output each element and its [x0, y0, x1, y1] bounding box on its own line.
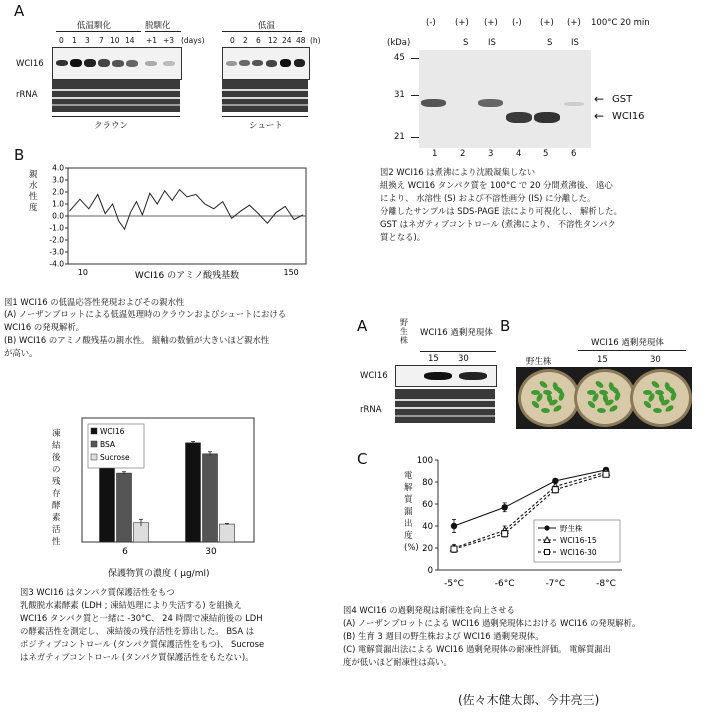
x-tick-label: 30 — [205, 547, 217, 557]
fig2-caption-line: GST はネガティブコントロール (煮沸により、 不溶性タンパク — [380, 219, 616, 229]
series-line-0 — [454, 470, 606, 526]
fig1-caption-line: WCI16 の発現解析。 — [4, 322, 85, 332]
fig3-caption-line: の酵素活性を測定し、 凍結後の残存活性を算出した。 BSA は — [20, 626, 255, 636]
y-tick-label: 20 — [422, 544, 433, 554]
day-label: +1 — [146, 36, 158, 45]
fraction-label: S — [547, 38, 553, 48]
bar-wci16 — [100, 463, 115, 542]
underline-crown — [52, 116, 180, 117]
legend-label: WCI16-15 — [560, 536, 597, 545]
legend-swatch — [91, 428, 97, 434]
y-tick-label: 80 — [422, 478, 433, 488]
fraction-label: IS — [571, 38, 579, 48]
marker-wci16-30 — [552, 487, 558, 493]
y-tick-label: 4.0 — [52, 163, 64, 173]
arrow-icon: ← — [594, 109, 605, 123]
line-label: 30 — [458, 354, 469, 364]
days-unit: (days) — [181, 36, 205, 45]
legend-swatch — [91, 441, 97, 447]
photo-line-label: 30 — [650, 355, 661, 365]
line-label: 15 — [428, 354, 439, 364]
y-tick-label: 100 — [416, 456, 433, 466]
fig1-caption-line: (A) ノーザンブロットによる低温処理時のクラウンおよびシュートにおける — [4, 309, 287, 319]
rrna-gel-overexp — [395, 389, 495, 423]
day-label: 0 — [59, 36, 64, 45]
row-label-rrna: rRNA — [16, 90, 38, 100]
day-label: 3 — [85, 36, 90, 45]
y-tick-label: 0 — [427, 566, 433, 576]
x-tick-label: -5°C — [444, 579, 464, 589]
bar-bsa — [117, 473, 132, 542]
x-tick-label: -8°C — [596, 579, 616, 589]
marker-label: 21 — [394, 132, 405, 142]
northern-blot-crown-wci16 — [52, 47, 182, 80]
sds-page-gel — [419, 50, 591, 148]
fig2-caption-line: により、 水溶性 (S) および不溶性画分 (IS) に分離した。 — [380, 193, 596, 203]
day-label: +3 — [163, 36, 175, 45]
y-tick-label: 60 — [422, 500, 433, 510]
fig3-caption-line: はネガティブコントロール (タンパク質保護活性をもたない)。 — [20, 652, 254, 662]
plant-photo — [516, 367, 692, 429]
fig4-panel-c-label: C — [357, 450, 368, 468]
marker-tick — [411, 58, 419, 59]
fig2-caption-line: 質となる)。 — [380, 232, 426, 242]
bar-wci16 — [186, 443, 201, 542]
fig2-caption-line: 図2 WCI16 は煮沸により沈殿凝集しない — [380, 167, 536, 177]
x-tick-label: -7°C — [545, 579, 566, 589]
fig4-panel-b-label: B — [500, 317, 511, 335]
legend-label: WCI16-30 — [560, 548, 597, 557]
treatment-note: 100°C 20 min — [591, 18, 650, 28]
hour-label: 48 — [296, 36, 306, 45]
underline-cold-shoot — [222, 31, 302, 32]
hydropathy-ylabel: 親水性度 — [29, 170, 38, 213]
group-cold-shoot: 低温 — [258, 21, 276, 31]
legend-marker — [545, 550, 550, 555]
treatment-label: (+) — [484, 18, 498, 28]
y-tick-label: -2.0 — [49, 235, 64, 245]
marker-wild-type — [501, 504, 507, 510]
marker-wci16-30 — [451, 546, 457, 552]
lane-number: 3 — [488, 149, 494, 159]
hour-label: 24 — [282, 36, 292, 45]
rrna-gel-shoot — [222, 80, 308, 112]
fig4-panel-a-label: A — [357, 317, 368, 335]
legend-label: Sucrose — [100, 453, 130, 462]
ldh-ylabel: 凍結後の残存酵素活性 — [52, 429, 61, 547]
underline-shoot — [222, 116, 308, 117]
bar-sucrose — [220, 524, 235, 542]
hydropathy-chart — [40, 160, 320, 280]
y-tick-label: 0.0 — [52, 211, 64, 221]
x-tick-label: 6 — [122, 547, 128, 557]
day-label: 7 — [99, 36, 104, 45]
fig4-caption-line: 図4 WCI16 の過剰発現は耐凍性を向上させる — [343, 605, 515, 615]
authors: (佐々木健太郎、今井亮三) — [458, 693, 600, 707]
fig4-caption-line: 度が低いほど耐凍性は高い。 — [343, 657, 452, 667]
group-cold-acclimation: 低温馴化 — [77, 21, 112, 31]
rrna-gel-crown — [52, 80, 180, 112]
fig1-panel-b-label: B — [14, 146, 25, 164]
row-label-wci16: WCI16 — [360, 371, 388, 381]
x-tick-label: 150 — [283, 268, 299, 277]
marker-wci16-30 — [603, 471, 609, 477]
tissue-label-crown: クラウン — [94, 121, 129, 131]
underline-deacc — [145, 31, 181, 32]
photo-overexp-underline — [578, 350, 686, 351]
overexp-underline — [420, 351, 496, 352]
y-tick-label: -4.0 — [49, 259, 64, 269]
fraction-label: S — [463, 38, 469, 48]
marker-tick — [411, 95, 419, 96]
hours-unit: (h) — [310, 36, 321, 45]
fig1-caption-line: が高い。 — [4, 348, 38, 358]
day-label: 14 — [125, 36, 135, 45]
leakage-chart — [412, 452, 632, 602]
fig3-caption-line: 乳酸脱水素酵素 (LDH ; 凍結処理により失活する) を組換え — [20, 600, 242, 610]
legend-marker — [544, 525, 549, 530]
fig4-caption-line: (A) ノーザンブロットによる WCI16 過剰発現体における WCI16 の発現解析。 — [343, 618, 641, 628]
bar-bsa — [203, 454, 218, 542]
ldh-xlabel: 保護物質の濃度 ( μg/ml) — [108, 569, 210, 579]
hour-label: 0 — [230, 36, 235, 45]
tissue-label-shoot: シュート — [249, 121, 283, 131]
treatment-label: (-) — [512, 18, 522, 28]
x-tick-label: -6°C — [494, 579, 515, 589]
fig1-caption-line: 図1 WCI16 の低温応答性発現およびその親水性 — [4, 297, 185, 307]
treatment-label: (+) — [567, 18, 581, 28]
fig3-caption-line: ポジティブコントロール (タンパク質保護活性をもつ)、 Sucrose — [20, 639, 265, 649]
photo-overexp-header: WCI16 過剰発現体 — [591, 338, 664, 348]
marker-wild-type — [451, 523, 457, 529]
fig1-panel-a-label: A — [14, 2, 25, 20]
fig2-caption-line: 組換え WCI16 タンパク質を 100°C で 20 分間煮沸後、 遠心 — [380, 180, 613, 190]
y-tick-label: 3.0 — [52, 175, 64, 185]
y-tick-label: 1.0 — [52, 199, 64, 209]
legend-label: WCI16 — [100, 427, 125, 436]
lane-number: 1 — [432, 149, 438, 159]
marker-label: 45 — [394, 53, 405, 63]
legend-swatch — [91, 454, 97, 460]
row-label-rrna: rRNA — [360, 405, 382, 415]
y-tick-label: 40 — [422, 522, 433, 532]
day-label: 10 — [110, 36, 120, 45]
marker-tick — [411, 137, 419, 138]
kda-unit: (kDa) — [387, 38, 411, 48]
arrow-label-gst: GST — [612, 94, 633, 105]
leakage-ylabel: 電解質漏出度 (%) — [404, 471, 419, 553]
treatment-label: (-) — [426, 18, 436, 28]
lane-number: 5 — [543, 149, 549, 159]
northern-blot-shoot-wci16 — [222, 47, 310, 80]
lane-number: 4 — [516, 149, 522, 159]
group-deacclimation: 脱馴化 — [145, 21, 171, 31]
hour-label: 12 — [268, 36, 278, 45]
underline-cold — [56, 31, 141, 32]
y-tick-label: 2.0 — [52, 187, 64, 197]
overexp-header: WCI16 過剰発現体 — [420, 328, 493, 338]
northern-blot-overexp-wci16 — [395, 365, 497, 387]
wt-lane-label: 野生株 — [400, 318, 408, 345]
y-tick-label: -3.0 — [49, 247, 64, 257]
fig1-caption-line: (B) WCI16 のアミノ酸残基の親水性。 縦軸の数値が大きいほど親水性 — [4, 335, 270, 345]
fraction-label: IS — [488, 38, 496, 48]
fig3-caption-line: WCI16 タンパク質と一緒に -30°C、 24 時間で凍結前後の LDH — [20, 613, 263, 623]
fig2-caption-line: 分離したサンプルは SDS-PAGE 法により可視化し、 解析した。 — [380, 206, 622, 216]
legend-label: BSA — [100, 440, 116, 449]
hour-label: 6 — [256, 36, 261, 45]
photo-wt-label: 野生株 — [526, 357, 552, 367]
marker-wci16-30 — [502, 531, 508, 537]
hour-label: 2 — [243, 36, 248, 45]
fig4-caption-line: (C) 電解質漏出法による WCI16 過剰発現体の耐凍性評価。 電解質漏出 — [343, 644, 612, 654]
arrow-icon: ← — [594, 92, 605, 106]
row-label-wci16: WCI16 — [16, 59, 44, 69]
photo-line-label: 15 — [597, 355, 608, 365]
treatment-label: (+) — [540, 18, 554, 28]
y-tick-label: -1.0 — [49, 223, 64, 233]
day-label: 1 — [72, 36, 77, 45]
lane-number: 6 — [571, 149, 577, 159]
marker-label: 31 — [394, 90, 405, 100]
fig4-caption-line: (B) 生育 3 週目の野生株および WCI16 過剰発現体。 — [343, 631, 544, 641]
x-tick-label: 10 — [77, 268, 88, 277]
fig3-caption-line: 図3 WCI16 はタンパク質保護活性をもつ — [20, 587, 175, 597]
treatment-label: (+) — [455, 18, 469, 28]
legend-label: 野生株 — [560, 524, 583, 533]
lane-number: 2 — [460, 149, 466, 159]
ldh-bar-chart — [64, 410, 264, 560]
arrow-label-wci16: WCI16 — [612, 111, 645, 122]
x-axis-title: WCI16 のアミノ酸残基数 — [134, 271, 240, 280]
